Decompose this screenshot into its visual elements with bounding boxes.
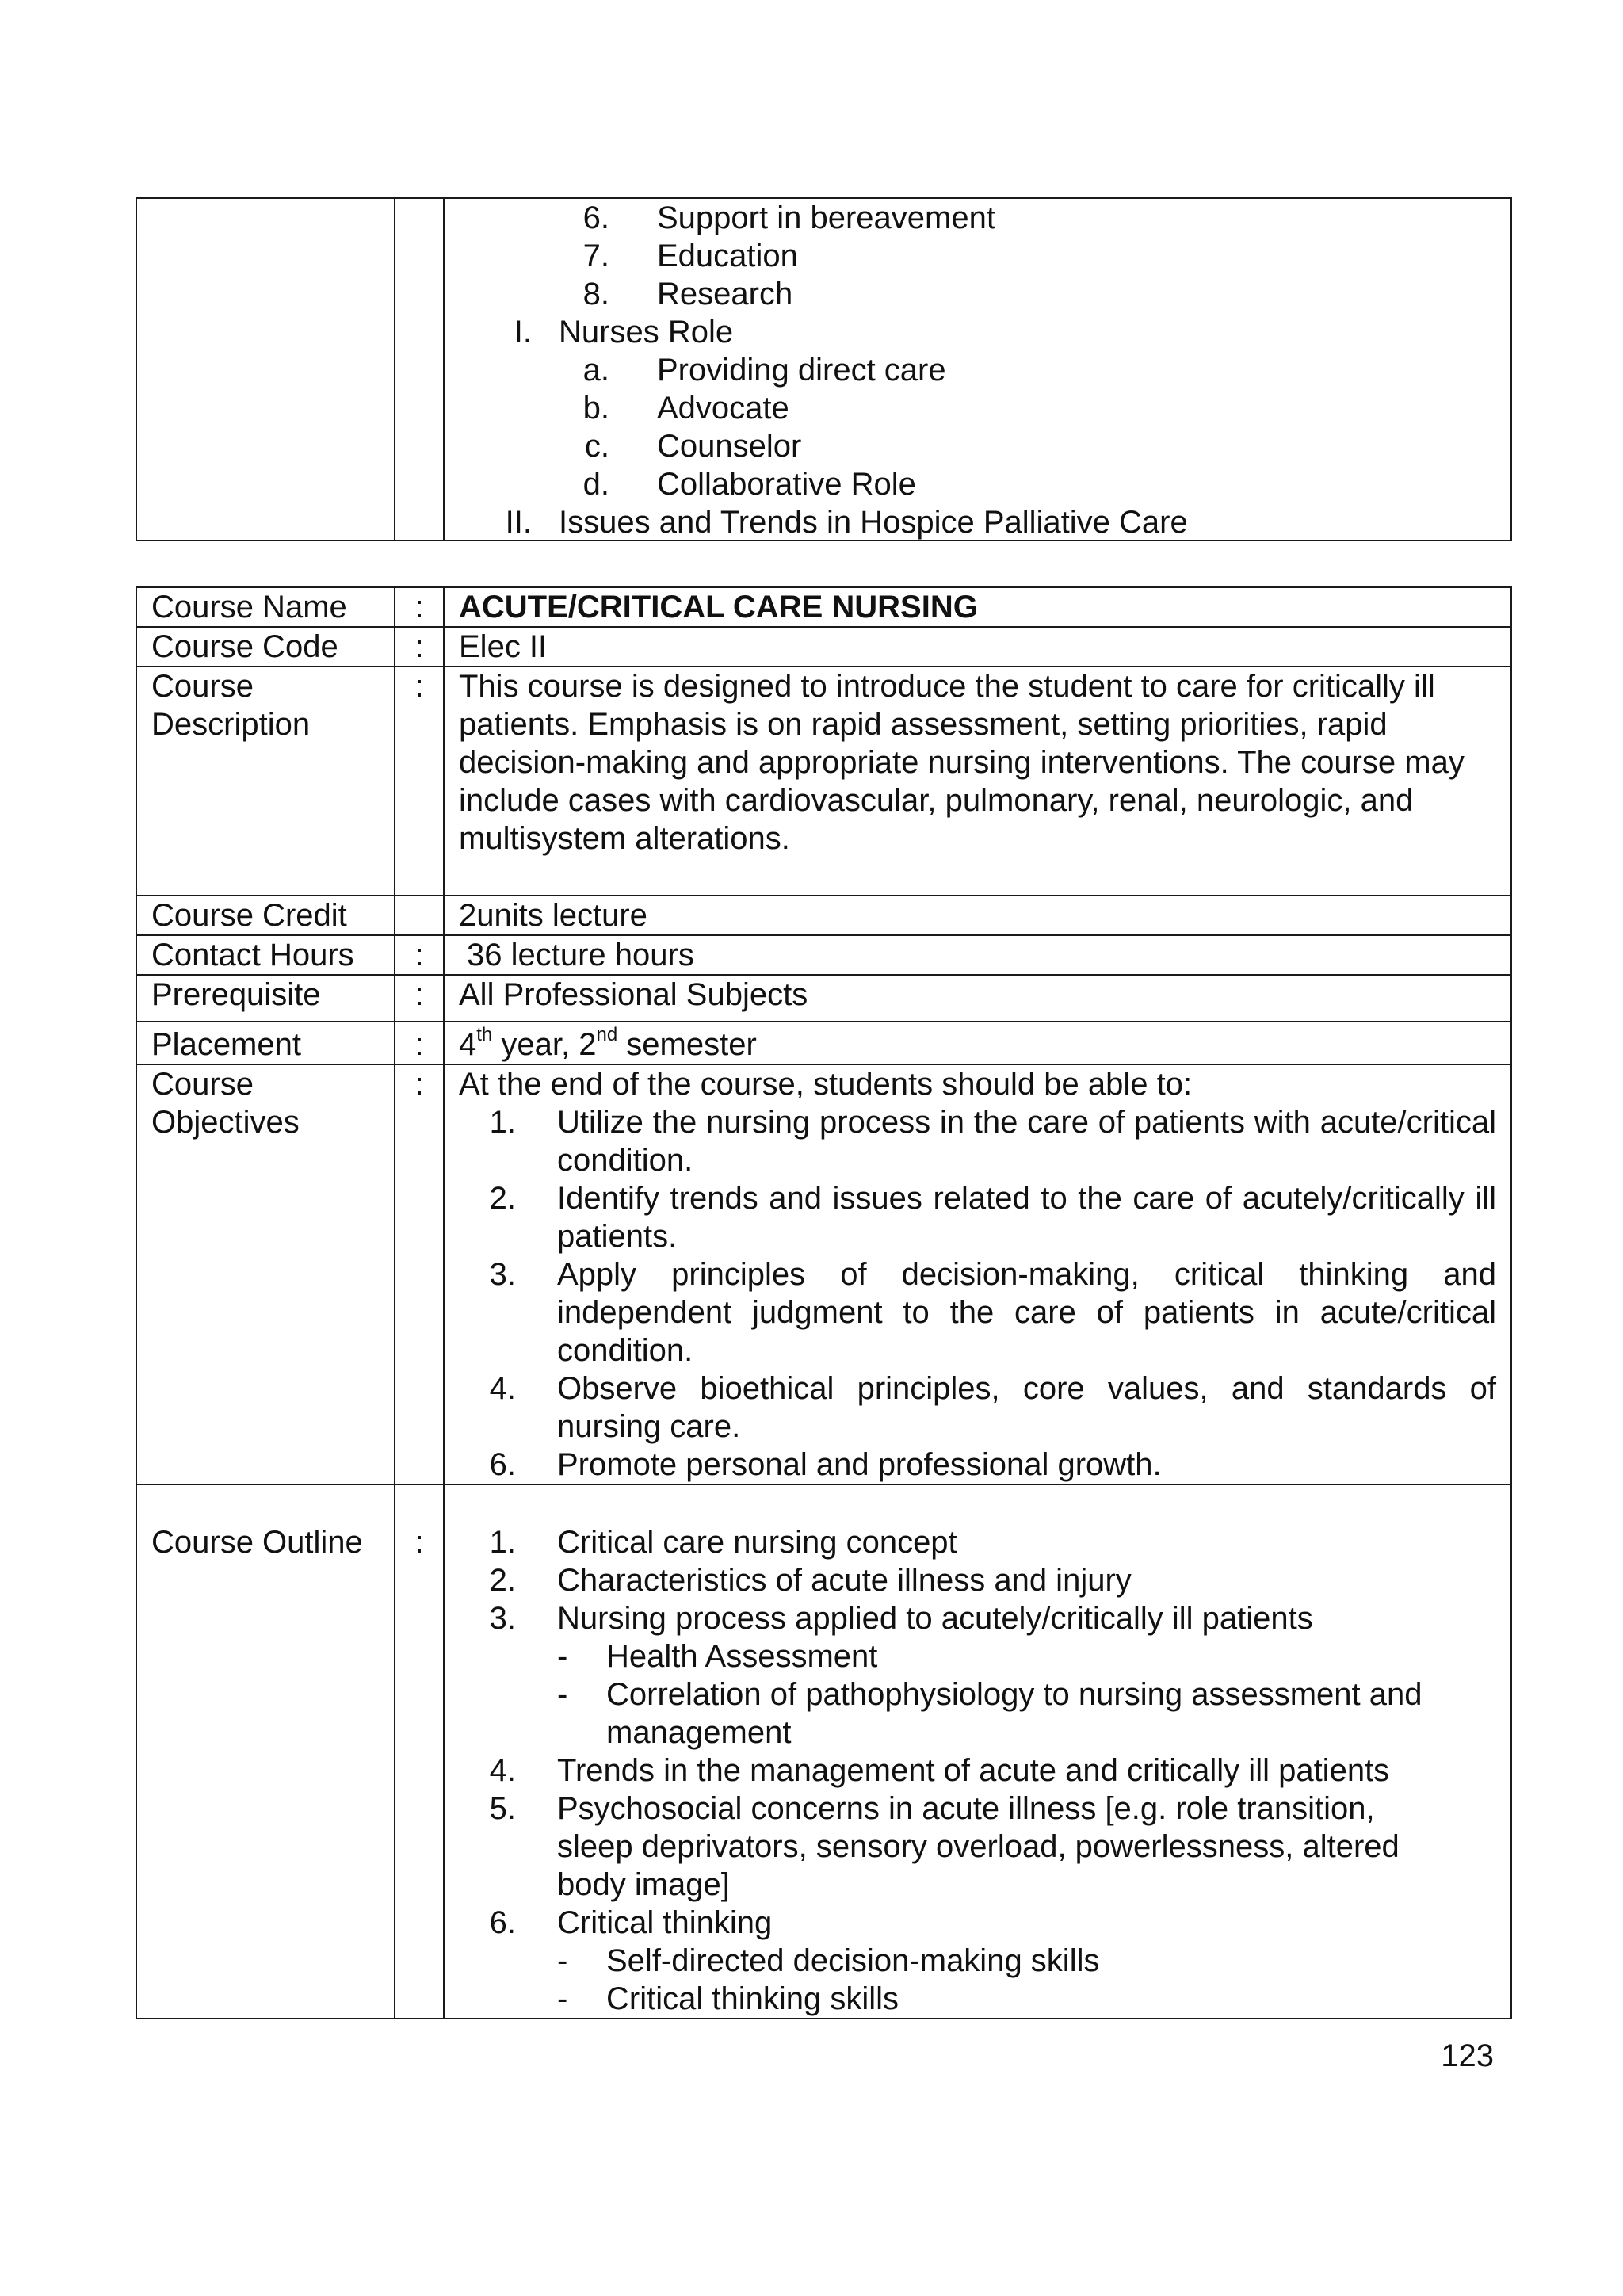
outline-text: Characteristics of acute illness and injury [557,1563,1132,1598]
placement-mid: year, 2 [492,1027,597,1062]
sub-letter: a. [582,353,609,388]
course-description-row [136,667,1511,896]
label-line: Description [151,707,311,742]
continued-outline-table [136,197,1512,541]
objective-text: Apply principles of decision-making, critical thinking and independent judgment to the care of patients in acute/critical condition. [557,1257,1496,1368]
prerequisite-label: Prerequisite [136,975,395,1022]
outline-item [489,1599,1465,1752]
course-description-value: This course is designed to introduce the student to care for critically ill patients. Emphasis is on rapid assessment, setting priorities, rapid decision-making and appropriate nursing interventions. The course may include cases with cardiovascular, pulmonary, renal, neurologic, and multisystem alterations. [444,667,1511,896]
label-line: Objectives [151,1105,300,1140]
roman-number: I. [514,315,532,350]
outline-item [489,1523,1465,1561]
sub-letter: c. [584,429,609,464]
objective-item [489,1446,1496,1484]
contact-hours-row [136,935,1511,975]
outline-item [489,1790,1465,1904]
course-outline-value [444,1484,1511,2019]
contact-hours-label: Contact Hours [136,935,395,975]
outline-subitems [557,1637,1465,1752]
sub-text: Providing direct care [657,353,946,388]
item-number: 8. [582,277,609,311]
course-name-label: Course Name [136,587,395,627]
empty-colon-cell [395,198,444,541]
outline-subitem [557,1675,1465,1752]
colon: : [395,1484,444,2019]
item-text: Education [657,239,798,273]
objective-item [489,1370,1496,1446]
course-code-value: Elec II [444,627,1511,667]
objective-number: 3. [489,1257,516,1292]
course-credit-label: Course Credit [136,896,395,935]
page-number: 123 [1441,2038,1494,2073]
colon: : [395,935,444,975]
objective-item [489,1255,1496,1370]
outline-item [489,1561,1465,1599]
colon: : [395,1022,444,1064]
outline-number: 1. [489,1525,516,1560]
contact-hours-value: 36 lecture hours [444,935,1511,975]
sub-letter: b. [582,391,609,426]
course-name-value: ACUTE/CRITICAL CARE NURSING [444,587,1511,627]
prerequisite-value: All Professional Subjects [444,975,1511,1022]
outline-number: 5. [489,1791,516,1826]
roman-text: Issues and Trends in Hospice Palliative Care [559,505,1188,540]
course-code-label: Course Code [136,627,395,667]
outline-subitems [557,1942,1465,2018]
outline-text: Psychosocial concerns in acute illness [e.g. role transition, sleep deprivators, sensory overload, powerlessness, altered body image] [557,1791,1400,1902]
outline-text: Trends in the management of acute and critically ill patients [557,1753,1390,1788]
outline-text: Critical thinking [557,1905,773,1940]
course-description-label [136,667,395,896]
outline-subitem [557,1637,1465,1675]
dash-marker: - [557,1639,568,1674]
course-outline-row [136,1484,1511,2019]
placement-end: semester [617,1027,757,1062]
outline-number: 2. [489,1563,516,1598]
colon: : [395,667,444,896]
objective-text: Observe bioethical principles, core values, and standards of nursing care. [557,1371,1496,1444]
course-outline-label: Course Outline [136,1484,395,2019]
item-text: Support in bereavement [657,201,995,235]
objective-number: 2. [489,1181,516,1216]
course-credit-row [136,896,1511,935]
roman-number: II. [505,505,532,540]
prerequisite-row [136,975,1511,1022]
dash-marker: - [557,1981,568,2016]
continued-outline-cell [444,198,1511,541]
placement-value [444,1022,1511,1064]
objectives-list [459,1103,1496,1484]
dash-marker: - [557,1677,568,1712]
colon: : [395,975,444,1022]
outline-subitem-text: Correlation of pathophysiology to nursing assessment and management [606,1677,1423,1750]
placement-row [136,1022,1511,1064]
outline-subitem [557,1942,1465,1980]
course-code-row [136,627,1511,667]
placement-year: 4 [459,1027,477,1062]
objective-item [489,1103,1496,1179]
empty-colon-cell [395,896,444,935]
label-line: Course [151,1067,254,1102]
dash-marker: - [557,1943,568,1978]
outline-text: Critical care nursing concept [557,1525,957,1560]
colon: : [395,627,444,667]
item-text: Research [657,277,793,311]
placement-label: Placement [136,1022,395,1064]
outline-number: 4. [489,1753,516,1788]
empty-label-cell [136,198,395,541]
item-number: 7. [582,239,609,273]
colon: : [395,587,444,627]
course-objectives-label [136,1064,395,1484]
objective-text: Utilize the nursing process in the care of patients with acute/critical condition. [557,1105,1496,1178]
outline-list [459,1523,1496,2018]
roman-text: Nurses Role [559,315,734,350]
course-name-row [136,587,1511,627]
course-details-table [136,586,1512,2019]
objective-number: 6. [489,1447,516,1482]
course-credit-value: 2units lecture [444,896,1511,935]
objective-text: Promote personal and professional growth. [557,1447,1162,1482]
objectives-intro: At the end of the course, students should be able to: [459,1067,1193,1102]
item-number: 6. [582,201,609,235]
outline-item [489,1904,1465,2018]
course-objectives-value [444,1064,1511,1484]
outline-subitem-text: Self-directed decision-making skills [606,1943,1100,1978]
outline-subitem-text: Health Assessment [606,1639,878,1674]
sub-text: Advocate [657,391,789,426]
objective-number: 4. [489,1371,516,1406]
outline-subitem [557,1980,1465,2018]
outline-number: 6. [489,1905,516,1940]
sub-letter: d. [582,467,609,502]
outline-subitem-text: Critical thinking skills [606,1981,899,2016]
placement-semester-suffix: nd [596,1024,618,1045]
outline-text: Nursing process applied to acutely/critically ill patients [557,1601,1313,1636]
colon: : [395,1064,444,1484]
objective-number: 1. [489,1105,516,1140]
label-line: Course [151,669,254,704]
course-objectives-row [136,1064,1511,1484]
sub-text: Collaborative Role [657,467,916,502]
outline-number: 3. [489,1601,516,1636]
objective-text: Identify trends and issues related to the care of acutely/critically ill patients. [557,1181,1496,1254]
placement-year-suffix: th [476,1024,493,1045]
continued-outline-row [136,198,1511,541]
objective-item [489,1179,1496,1255]
outline-item [489,1752,1465,1790]
sub-text: Counselor [657,429,802,464]
